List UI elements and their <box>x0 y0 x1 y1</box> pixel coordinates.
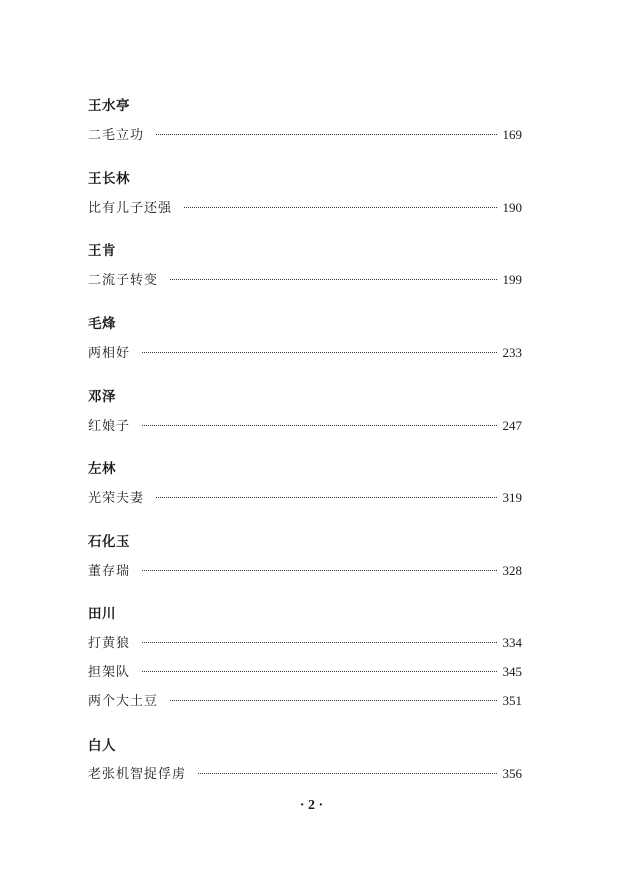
toc-entry-page: 319 <box>502 490 522 505</box>
toc-entry-title: 担架队 <box>88 665 131 680</box>
dot-leader <box>142 352 496 353</box>
toc-entry-page: 328 <box>502 563 522 578</box>
toc-entry[interactable] <box>88 126 522 144</box>
toc-author: 左林 <box>88 461 116 477</box>
dot-leader <box>170 279 496 280</box>
toc-entry[interactable] <box>88 562 522 580</box>
toc-entry-title: 二毛立功 <box>88 128 145 143</box>
toc-author: 王长林 <box>88 171 130 187</box>
toc-entry[interactable] <box>88 634 522 652</box>
dot-leader <box>198 773 496 774</box>
toc-entry[interactable] <box>88 271 522 289</box>
dot-leader <box>142 570 496 571</box>
toc-entry[interactable] <box>88 199 522 217</box>
toc-entry[interactable] <box>88 489 522 507</box>
dot-leader <box>184 207 496 208</box>
toc-entry-title: 打黄狼 <box>88 636 131 651</box>
toc-entry-page: 233 <box>502 345 522 360</box>
toc-entry-page: 247 <box>502 418 522 433</box>
toc-entry[interactable] <box>88 417 522 435</box>
toc-entry-page: 334 <box>502 635 522 650</box>
toc-entry[interactable] <box>88 344 522 362</box>
toc-author: 石化玉 <box>88 534 130 550</box>
toc-entry-page: 345 <box>502 664 522 679</box>
toc-entry[interactable] <box>88 765 522 783</box>
toc-entry-page: 351 <box>502 693 522 708</box>
toc-entry-title: 老张机智捉俘虏 <box>88 767 187 782</box>
page-number: · 2 · <box>299 798 324 813</box>
toc-entry-title: 两个大土豆 <box>88 694 159 709</box>
toc-entry-title: 光荣夫妻 <box>88 491 145 506</box>
toc-author: 王水亭 <box>88 98 130 114</box>
toc-entry[interactable] <box>88 692 522 710</box>
dot-leader <box>170 700 496 701</box>
toc-entry-title: 红娘子 <box>88 419 131 434</box>
dot-leader <box>142 642 496 643</box>
toc-author: 田川 <box>88 606 116 622</box>
toc-entry-title: 董存瑞 <box>88 564 131 579</box>
toc-entry-page: 199 <box>502 272 522 287</box>
toc-entry-title: 二流子转变 <box>88 273 159 288</box>
dot-leader <box>156 134 496 135</box>
dot-leader <box>142 671 496 672</box>
toc-entry-title: 两相好 <box>88 346 131 361</box>
toc-entry-page: 169 <box>502 127 522 142</box>
toc-entry-page: 190 <box>502 200 522 215</box>
toc-author: 王肯 <box>88 243 116 259</box>
toc-entry-title: 比有儿子还强 <box>88 201 173 216</box>
toc-author: 邓泽 <box>88 389 116 405</box>
toc-author: 白人 <box>88 738 116 754</box>
toc-entry-page: 356 <box>502 766 522 781</box>
toc-author: 毛烽 <box>88 316 116 332</box>
dot-leader <box>156 497 496 498</box>
dot-leader <box>142 425 496 426</box>
toc-entry[interactable] <box>88 663 522 681</box>
